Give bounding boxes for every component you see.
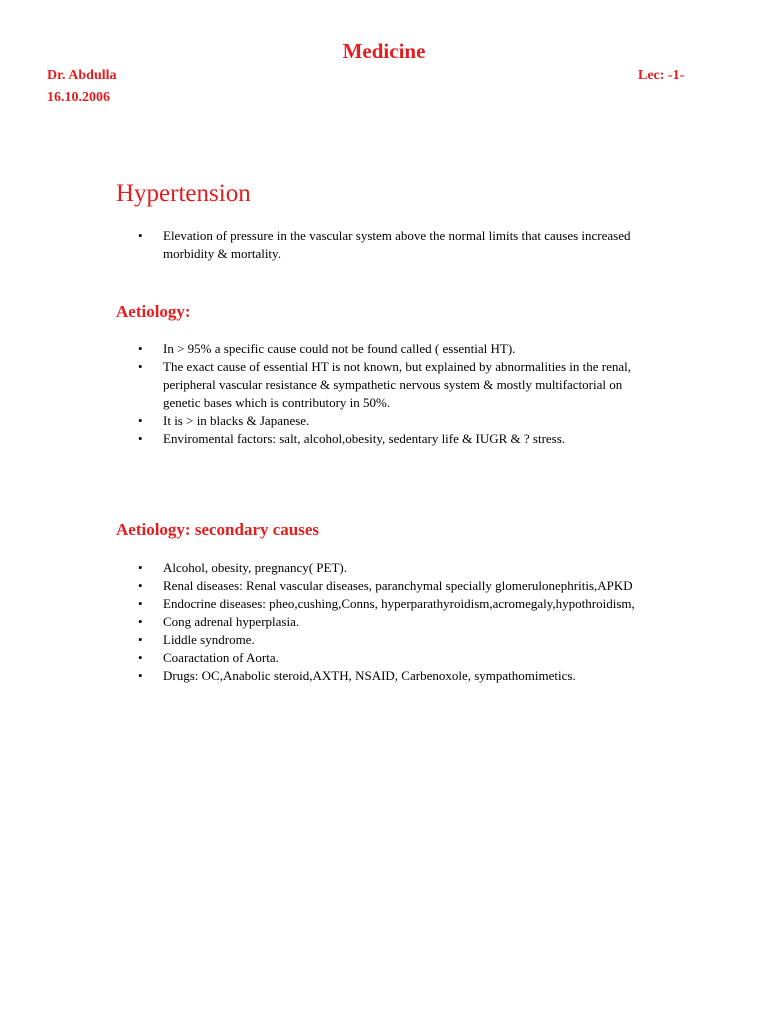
section-heading-secondary-causes: Aetiology: secondary causes [116, 520, 320, 539]
document-header-title: Medicine [342, 39, 426, 63]
lecture-number: Lec: -1- [638, 68, 685, 83]
page-title: Hypertension [116, 180, 251, 207]
list-item-text: Renal diseases: Renal vascular diseases, paranchymal specially glomerulonephritis,APKD [163, 578, 633, 593]
list-item [138, 577, 658, 595]
list-item [138, 430, 658, 448]
list-item-text: Endocrine diseases: pheo,cushing,Conns, hyperparathyroidism,acromegaly,hypothroidism, [163, 596, 635, 611]
list-item-text: Drugs: OC,Anabolic steroid,AXTH, NSAID, Carbenoxole, sympathomimetics. [163, 668, 576, 683]
author-name: Dr. Abdulla [47, 68, 117, 83]
bullet-icon: • [138, 668, 143, 683]
bullet-icon: • [138, 650, 143, 665]
bullet-icon: • [138, 560, 143, 575]
bullet-icon: • [138, 632, 143, 647]
list-item [138, 613, 658, 631]
bullet-icon: • [138, 341, 143, 356]
intro-bullet-list [138, 227, 658, 263]
bullet-icon: • [138, 431, 143, 446]
list-item [138, 358, 658, 412]
list-item [138, 340, 658, 358]
bullet-icon: • [138, 596, 143, 611]
lecture-date: 16.10.2006 [47, 90, 110, 105]
list-item-text: In > 95% a specific cause could not be found called ( essential HT). [163, 341, 516, 356]
list-item [138, 412, 658, 430]
list-item [138, 595, 658, 613]
list-item-text: It is > in blacks & Japanese. [163, 413, 310, 428]
section-heading-aetiology: Aetiology: [116, 302, 191, 321]
list-item-text: Enviromental factors: salt, alcohol,obesity, sedentary life & IUGR & ? stress. [163, 431, 566, 446]
list-item [138, 649, 658, 667]
bullet-icon: • [138, 359, 143, 374]
secondary-causes-bullet-list [138, 559, 658, 685]
list-item-text: Cong adrenal hyperplasia. [163, 614, 300, 629]
list-item [138, 667, 658, 685]
list-item-text: Liddle syndrome. [163, 632, 255, 647]
aetiology-bullet-list [138, 340, 658, 448]
list-item [138, 559, 658, 577]
list-item [138, 227, 658, 263]
list-item-text: Alcohol, obesity, pregnancy( PET). [163, 560, 347, 575]
list-item-text: Coaractation of Aorta. [163, 650, 279, 665]
list-item-text: The exact cause of essential HT is not known, but explained by abnormalities in the renal, peripheral vascular resistance & sympathetic nervous system & mostly multifactorial on genetic bases which is contributory in 50%. [163, 359, 631, 410]
bullet-icon: • [138, 228, 143, 243]
bullet-icon: • [138, 578, 143, 593]
list-item-text: Elevation of pressure in the vascular system above the normal limits that causes increased morbidity & mortality. [163, 228, 631, 261]
bullet-icon: • [138, 413, 143, 428]
bullet-icon: • [138, 614, 143, 629]
list-item [138, 631, 658, 649]
